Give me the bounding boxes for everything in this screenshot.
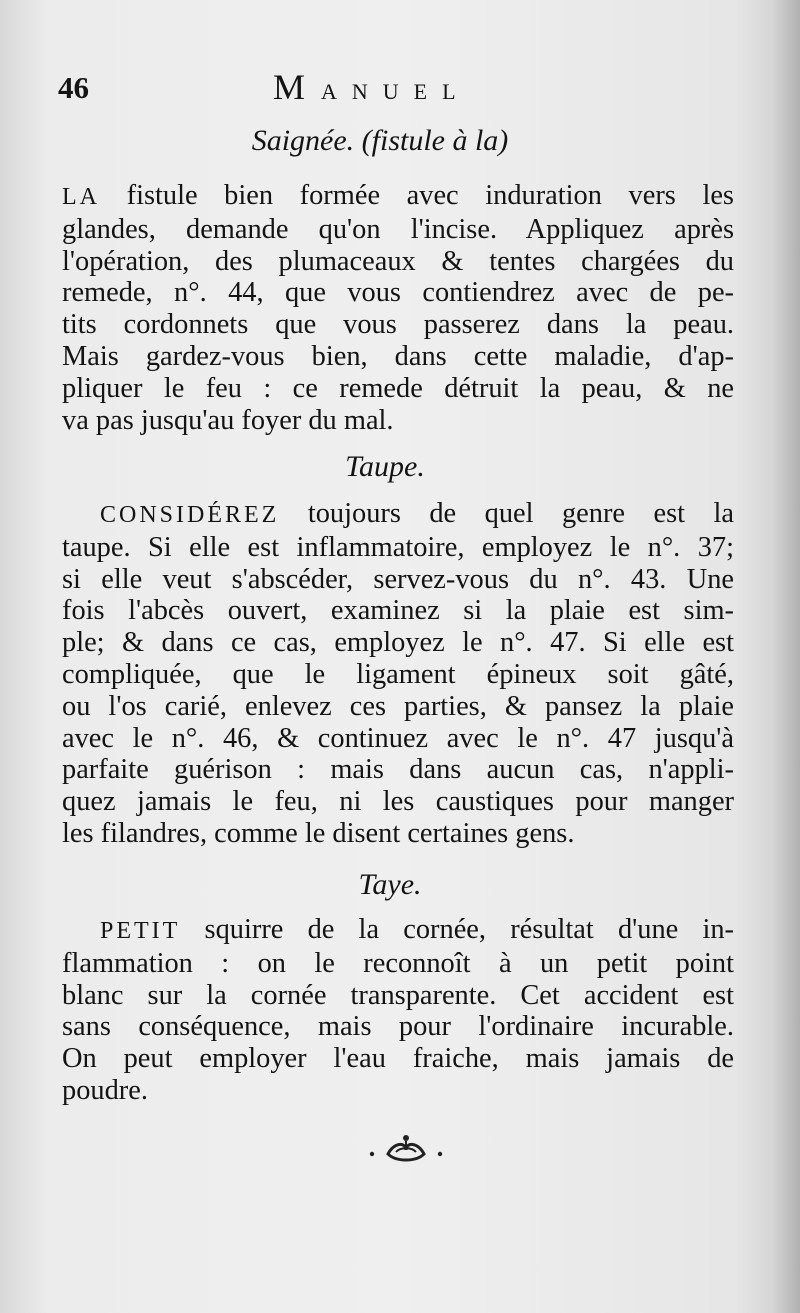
section-heading: Taupe. <box>345 450 425 483</box>
paragraph-lead: LA <box>62 184 100 210</box>
paragraph-line: avec le n°. 46, & continuez avec le n°. 47 jusqu'à <box>62 722 734 754</box>
paragraph-line: pliquer le feu : ce remede détruit la peau, & ne <box>62 372 734 404</box>
paragraph-line: blanc sur la cornée transparente. Cet accident est <box>62 979 734 1011</box>
page-header <box>58 66 738 110</box>
paragraph-line: quez jamais le feu, ni les caustiques pour manger <box>62 786 734 818</box>
running-title-rest: ANUEL <box>321 79 471 104</box>
paragraph-line: CONSIDÉREZ toujours de quel genre est la <box>100 498 734 529</box>
running-title <box>273 66 471 108</box>
section-heading: Saignée. (fistule à la) <box>251 124 509 157</box>
page-edge-shadow <box>772 0 800 1313</box>
paragraph-line: l'opération, des plumaceaux & tentes chargées du <box>62 245 734 277</box>
paragraph-line: tits cordonnets que vous passerez dans la peau. <box>62 309 734 341</box>
paragraph-line: ple; & dans ce cas, employez le n°. 47. Si elle est <box>62 627 734 659</box>
paragraph-line: va pas jusqu'au foyer du mal. <box>62 404 394 436</box>
paragraph-lead: PETIT <box>100 918 181 944</box>
ornament-fleuron-icon <box>366 1128 446 1168</box>
section-paragraph <box>62 914 734 1107</box>
paragraph-line: ou l'os carié, enlevez ces parties, & pansez la plaie <box>62 690 734 722</box>
section-paragraph <box>62 498 734 850</box>
paragraph-line: compliquée, que le ligament épineux soit gâté, <box>62 658 734 690</box>
paragraph-line: flammation : on le reconnoît à un petit point <box>62 947 734 979</box>
paragraph-line: les filandres, comme le disent certaines gens. <box>62 817 575 849</box>
page-number: 46 <box>58 70 89 105</box>
paragraph-line: sans conséquence, mais pour l'ordinaire incurable. <box>62 1011 734 1043</box>
paragraph-line: si elle veut s'abscéder, servez-vous du n°. 43. Une <box>62 563 734 595</box>
section-paragraph <box>62 180 734 436</box>
section-heading: Taye. <box>358 868 422 901</box>
paragraph-line: On peut employer l'eau fraiche, mais jamais de <box>62 1043 734 1075</box>
paragraph-line: PETIT squirre de la cornée, résultat d'une in- <box>100 914 734 945</box>
paragraph-line: poudre. <box>62 1074 148 1106</box>
paragraph-line: fois l'abcès ouvert, examinez si la plaie est sim- <box>62 595 734 627</box>
paragraph-line: glandes, demande qu'on l'incise. Appliquez après <box>62 213 734 245</box>
paragraph-line: Mais gardez-vous bien, dans cette maladie, d'ap- <box>62 340 734 372</box>
paragraph-line: remede, n°. 44, que vous contiendrez avec de pe- <box>62 277 734 309</box>
paragraph-lead: CONSIDÉREZ <box>100 502 280 528</box>
paragraph-line: taupe. Si elle est inflammatoire, employez le n°. 37; <box>62 531 734 563</box>
running-title-initial: M <box>273 67 322 107</box>
paragraph-line: LA fistule bien formée avec induration vers les <box>62 180 734 211</box>
paragraph-line: parfaite guérison : mais dans aucun cas, n'appli- <box>62 754 734 786</box>
